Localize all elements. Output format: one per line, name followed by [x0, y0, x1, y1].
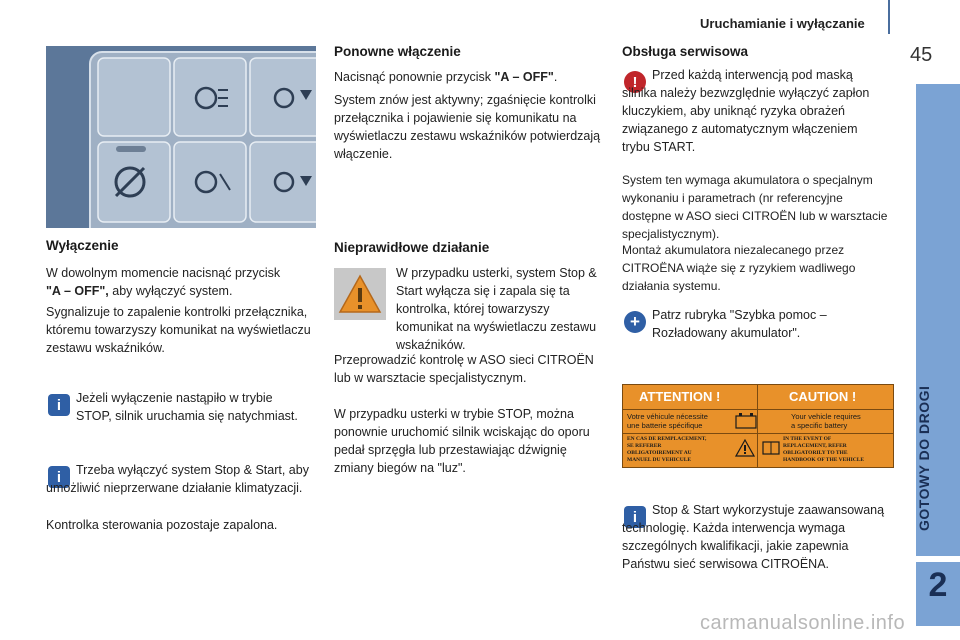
text: . — [553, 70, 558, 84]
section-heading-maintenance: Obsługa serwisowa — [622, 44, 749, 59]
switch-off-instruction — [46, 264, 318, 300]
page-number: 45 — [910, 44, 933, 66]
battery-warning-label — [622, 384, 894, 468]
label-en-subtitle — [791, 412, 861, 430]
text: REPLACEMENT, REFER — [783, 443, 847, 449]
label-fr-instructions — [627, 436, 706, 464]
exclamation-icon: ! — [624, 71, 646, 93]
text: une batterie spécifique — [627, 421, 703, 430]
info-icon: i — [624, 506, 646, 528]
reactivation-confirmation: System znów jest aktywny; zgaśnięcie kontrolki przełącznika i pojawienie się komunikatu na wyświetlaczu zestawu wskaźników potwierdzają włączenie. — [334, 93, 601, 161]
battery-icon — [734, 412, 758, 430]
label-en-title: CAUTION ! — [789, 389, 857, 404]
section-heading-reactivation: Ponowne włączenie — [334, 44, 461, 59]
text: MANUEL DU VEHICULE — [627, 457, 692, 463]
indicator-remains-lit: Kontrolka sterowania pozostaje zapalona. — [46, 518, 278, 532]
info-note-air-conditioning: Trzeba wyłączyć system Stop & Start, aby umożliwić nieprzerwane działanie klimatyzacji. — [46, 463, 309, 495]
text: HANDBOOK OF THE VEHICLE — [783, 457, 865, 463]
label-fr-title: ATTENTION ! — [639, 389, 721, 404]
switch-off-indicator-paragraph: Sygnalizuje to zapalenie kontrolki przełącznika, któremu towarzyszy komunikat na wyświetlaczu zestawu wskaźników. — [46, 305, 311, 355]
text: IN THE EVENT OF — [783, 436, 832, 442]
info-icon: i — [48, 394, 70, 416]
plus-reference-icon: + — [624, 311, 646, 333]
section-heading-malfunction: Nieprawidłowe działanie — [334, 240, 490, 255]
text: a specific battery — [791, 421, 848, 430]
battery-requirement: System ten wymaga akumulatora o specjalnym wykonaniu i parametrach (nr referencyjne dostępne w ASO sieci CITROËN lub w warsztacie specjalistycznym). — [622, 173, 888, 241]
malfunction-description: W przypadku usterki, system Stop & Start wyłącza się i zapala się ta kontrolka, której towarzyszy komunikat na wyświetlaczu zestawu wskaźników. — [396, 266, 597, 352]
text: aby wyłączyć system. — [108, 284, 233, 298]
text: EN CAS DE REMPLACEMENT, — [627, 436, 707, 442]
text: W dowolnym momencie nacisnąć przycisk — [46, 266, 281, 280]
text: Nacisnąć ponownie przycisk — [334, 70, 495, 84]
text: Votre véhicule nécessite — [627, 412, 708, 421]
warning-triangle-icon — [334, 268, 386, 320]
label-divider — [623, 409, 893, 410]
info-note-stop-mode: Jeżeli wyłączenie nastąpiło w trybie STOP, silnik uruchamia się natychmiast. — [76, 391, 298, 423]
text: SE REFERER — [627, 443, 662, 449]
running-header: Uruchamianie i wyłączanie — [700, 16, 865, 31]
chapter-number: 2 — [928, 566, 948, 604]
chapter-title: GOTOWY DO DROGI — [916, 385, 932, 531]
button-name: "A – OFF" — [494, 70, 554, 84]
control-panel-illustration — [46, 46, 316, 228]
stop-start-button-photo — [46, 46, 316, 228]
cross-reference-quick-help: Patrz rubryka "Szybka pomoc – Rozładowany akumulator". — [652, 308, 827, 340]
reactivation-instruction — [334, 68, 604, 86]
stop-mode-fault-advice: W przypadku usterki w trybie STOP, można ponownie uruchomić silnik wciskając do oporu pedał sprzęgła lub przestawiając dźwignię zmiany biegów na "luz". — [334, 407, 590, 475]
button-name: "A – OFF", — [46, 284, 109, 298]
text: Your vehicle requires — [791, 412, 861, 421]
section-heading-switch-off: Wyłączenie — [46, 238, 119, 253]
warning-triangle-icon — [334, 268, 386, 320]
label-en-instructions — [783, 436, 864, 464]
label-fr-subtitle — [627, 412, 708, 430]
watermark: carmanualsonline.info — [700, 612, 906, 634]
header-rule — [888, 0, 890, 34]
non-recommended-battery-risk: Montaż akumulatora niezalecanego przez CITROËNA wiąże się z ryzykiem wadliwego działania systemu. — [622, 243, 856, 293]
warning-icon — [735, 439, 755, 457]
text: OBLIGATORILY TO THE — [783, 450, 848, 456]
label-divider — [623, 433, 893, 434]
stop-start-technology-note: Stop & Start wykorzystuje zaawansowaną technologię. Każda interwencja wymaga szczególnych kwalifikacji, jakie zapewnia Państwu sieć serwisowa CITROËNA. — [622, 503, 885, 571]
manual-book-icon — [761, 439, 781, 457]
malfunction-check-advice: Przeprowadzić kontrolę w ASO sieci CITROËN lub w warsztacie specjalistycznym. — [334, 353, 594, 385]
maintenance-warning: Przed każdą interwencją pod maską silnika należy bezwzględnie wyłączyć zapłon kluczykiem, aby uniknąć ryzyka obrażeń związanego z automatycznym włączeniem trybu START. — [622, 68, 870, 154]
text: OBLIGATOIREMENT AU — [627, 450, 692, 456]
info-icon: i — [48, 466, 70, 488]
